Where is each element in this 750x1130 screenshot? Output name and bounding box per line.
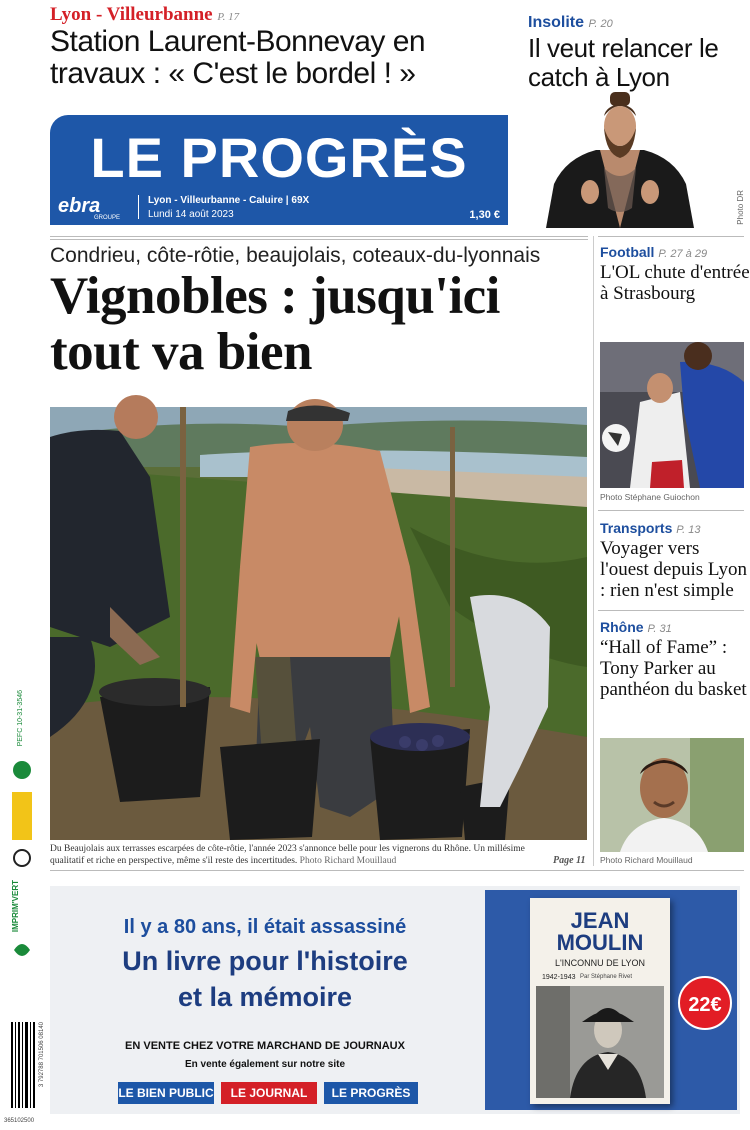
ad-top-rule [50, 870, 744, 871]
lead-kicker: Condrieu, côte-rôtie, beaujolais, coteaux-du-lyonnais [50, 244, 541, 267]
football-page-ref: P. 27 à 29 [658, 248, 708, 260]
transports-kicker-label: Transports [600, 520, 673, 536]
rhone-headline[interactable]: “Hall of Fame” : Tony Parker au panthéon du basket [600, 637, 747, 700]
vineyard-harvest-photo[interactable] [50, 407, 587, 840]
ad-sale-text: EN VENTE CHEZ VOTRE MARCHAND DE JOURNAUX [125, 1040, 405, 1052]
ebra-group-logo: ebra [58, 195, 101, 217]
football-photo[interactable] [600, 342, 744, 488]
lead-photo-credit: Photo Richard Mouillaud [299, 856, 397, 866]
ad-site-text: En vente également sur notre site [184, 1059, 346, 1070]
masthead-date: Lundi 14 août 2023 [148, 209, 234, 220]
lead-top-rule [50, 236, 588, 237]
column-divider [593, 236, 594, 866]
margin-ref-number: 365102500 [4, 1118, 35, 1124]
recycle-logo-icon [12, 792, 32, 840]
pefc-logo-icon [13, 761, 31, 779]
masthead[interactable] [50, 115, 508, 225]
book-subtitle: L'INCONNU DE LYON [554, 958, 646, 968]
barcode [10, 1020, 36, 1110]
imprim-vert-label: IMPRIM'VERT [11, 880, 20, 933]
recycling-icon [14, 850, 30, 866]
ad-line-3: et la mémoire [177, 982, 353, 1012]
book-title-line-1: JEAN [570, 908, 630, 933]
football-kicker-label: Football [600, 244, 655, 260]
lead-page-ref: Page 11 [553, 855, 586, 866]
masthead-title: LE PROGRÈS [90, 126, 468, 189]
book-years: 1942-1943 [542, 974, 576, 981]
masthead-price: 1,30 € [469, 209, 500, 221]
logo-le-bien-public[interactable]: LE BIEN PUBLIC [118, 1082, 214, 1104]
imprim-vert-leaf-icon [14, 944, 30, 956]
sidebar-top-rule [598, 236, 744, 237]
logo-le-progres[interactable]: LE PROGRÈS [324, 1082, 418, 1104]
ebra-group-sub: GROUPE [94, 215, 121, 221]
top-right-kicker-label: Insolite [528, 14, 585, 31]
top-left-headline[interactable]: Station Laurent-Bonnevay en travaux : « C'est le bordel ! » [50, 25, 426, 90]
masthead-edition: Lyon - Villeurbanne - Caluire | 69X [148, 195, 310, 206]
logo-le-journal[interactable]: LE JOURNAL [221, 1082, 317, 1104]
top-left-page-ref: P. 17 [217, 11, 240, 23]
tony-parker-photo[interactable] [600, 738, 744, 852]
top-right-page-ref: P. 20 [588, 18, 613, 30]
top-left-kicker-label: Lyon - Villeurbanne [50, 4, 213, 25]
barcode-number: 3 792788 701506 08140 [39, 1022, 45, 1088]
wrestler-photo-credit: Photo DR [736, 190, 745, 225]
left-margin-marks [8, 680, 45, 1120]
football-photo-credit: Photo Stéphane Guiochon [600, 492, 700, 502]
top-right-kicker[interactable] [528, 14, 613, 32]
rhone-kicker-label: Rhône [600, 619, 644, 635]
transports-headline[interactable]: Voyager vers l'ouest depuis Lyon : rien n'est simple [600, 538, 747, 601]
wrestler-photo[interactable] [540, 88, 700, 228]
rhone-page-ref: P. 31 [647, 623, 672, 635]
transports-kicker[interactable] [600, 520, 701, 536]
transports-page-ref: P. 13 [676, 524, 701, 536]
ad-line-1: Il y a 80 ans, il était assassiné [123, 916, 407, 938]
jean-moulin-book-cover[interactable] [530, 898, 670, 1104]
football-headline[interactable]: L'OL chute d'entrée à Strasbourg [600, 262, 750, 304]
top-right-headline[interactable]: Il veut relancer le catch à Lyon [528, 33, 719, 92]
masthead-divider [138, 195, 139, 219]
top-left-kicker[interactable] [50, 4, 239, 26]
book-author: Par Stéphane Rivet [580, 974, 633, 980]
lead-caption [50, 843, 550, 867]
book-title-line-2: MOULIN [556, 930, 644, 955]
football-kicker[interactable] [600, 244, 707, 260]
jean-moulin-portrait [536, 986, 664, 1098]
ad-line-2: Un livre pour l'histoire [122, 946, 408, 976]
lead-headline[interactable]: Vignobles : jusqu'ici tout va bien [50, 267, 500, 381]
lead-top-rule-2 [50, 239, 588, 240]
sidebar-rule-2 [598, 610, 744, 611]
parker-photo-credit: Photo Richard Mouillaud [600, 855, 693, 865]
sidebar-rule-1 [598, 510, 744, 511]
lead-caption-text: Du Beaujolais aux terrasses escarpées de côte-rôtie, l'année 2023 s'annonce belle pour les vignerons du Rhône. Un millésime qualitatif et riche en perspective, même s'il reste des incertitudes. [50, 844, 525, 866]
rhone-kicker[interactable] [600, 619, 672, 635]
ad-price-badge: 22€ [678, 976, 732, 1030]
book-advertisement[interactable] [50, 886, 740, 1114]
pefc-label: PEFC 10-31-3546 [17, 690, 24, 747]
